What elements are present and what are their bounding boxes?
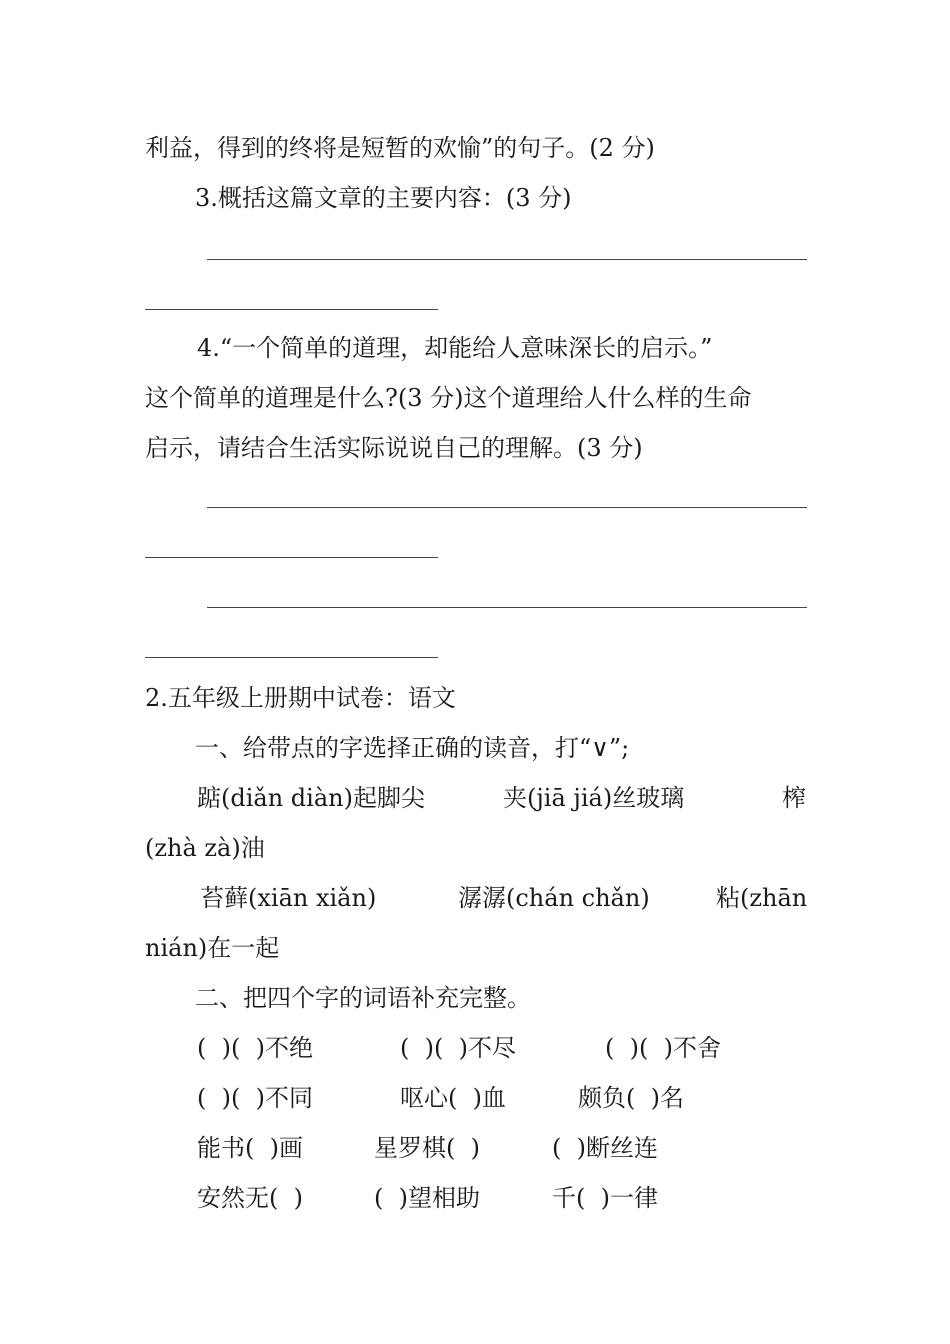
pinyin-item: 苔藓(xiān xiǎn)	[200, 884, 377, 912]
idiom-item: 星罗棋( )	[374, 1134, 480, 1162]
question-4: 4.“一个简单的道理，却能给人意味深长的启示。”	[197, 334, 713, 362]
pinyin-item: 粘(zhān	[716, 884, 808, 912]
idiom-item: ( )( )不绝	[197, 1034, 313, 1062]
answer-line[interactable]	[207, 607, 807, 608]
text-line: 这个简单的道理是什么?(3 分)这个道理给人什么样的生命	[145, 384, 752, 412]
answer-line[interactable]	[145, 557, 438, 558]
idiom-item: 呕心( )血	[400, 1084, 506, 1112]
pinyin-item: 踮(diǎn diàn)起脚尖	[197, 784, 425, 812]
text-line: 启示，请结合生活实际说说自己的理解。(3 分)	[145, 434, 643, 462]
idiom-item: ( )( )不尽	[400, 1034, 516, 1062]
section-title: 2.五年级上册期中试卷：语文	[145, 684, 456, 712]
idiom-item: ( )( )不同	[197, 1084, 313, 1112]
part-two-heading: 二、把四个字的词语补充完整。	[195, 984, 531, 1012]
answer-line[interactable]	[207, 259, 807, 260]
question-3: 3.概括这篇文章的主要内容：(3 分)	[195, 184, 572, 212]
text-line: 利益，得到的终将是短暂的欢愉”的句子。(2 分)	[145, 134, 655, 162]
answer-line[interactable]	[207, 507, 807, 508]
pinyin-item: 夹(jiā jiá)丝玻璃	[503, 784, 685, 812]
idiom-item: ( )望相助	[374, 1184, 480, 1212]
idiom-item: ( )断丝连	[552, 1134, 658, 1162]
idiom-item: 能书( )画	[197, 1134, 303, 1162]
pinyin-item: 榨	[782, 784, 806, 812]
idiom-item: ( )( )不舍	[605, 1034, 721, 1062]
answer-line[interactable]	[145, 657, 438, 658]
pinyin-item: 潺潺(chán chǎn)	[458, 884, 650, 912]
idiom-item: 千( )一律	[552, 1184, 658, 1212]
answer-line[interactable]	[145, 309, 438, 310]
text-line: nián)在一起	[145, 934, 280, 962]
text-line: (zhà zà)油	[145, 834, 265, 862]
idiom-item: 安然无( )	[197, 1184, 303, 1212]
idiom-item: 颇负( )名	[578, 1084, 684, 1112]
part-one-heading: 一、给带点的字选择正确的读音，打“∨”;	[195, 734, 630, 762]
